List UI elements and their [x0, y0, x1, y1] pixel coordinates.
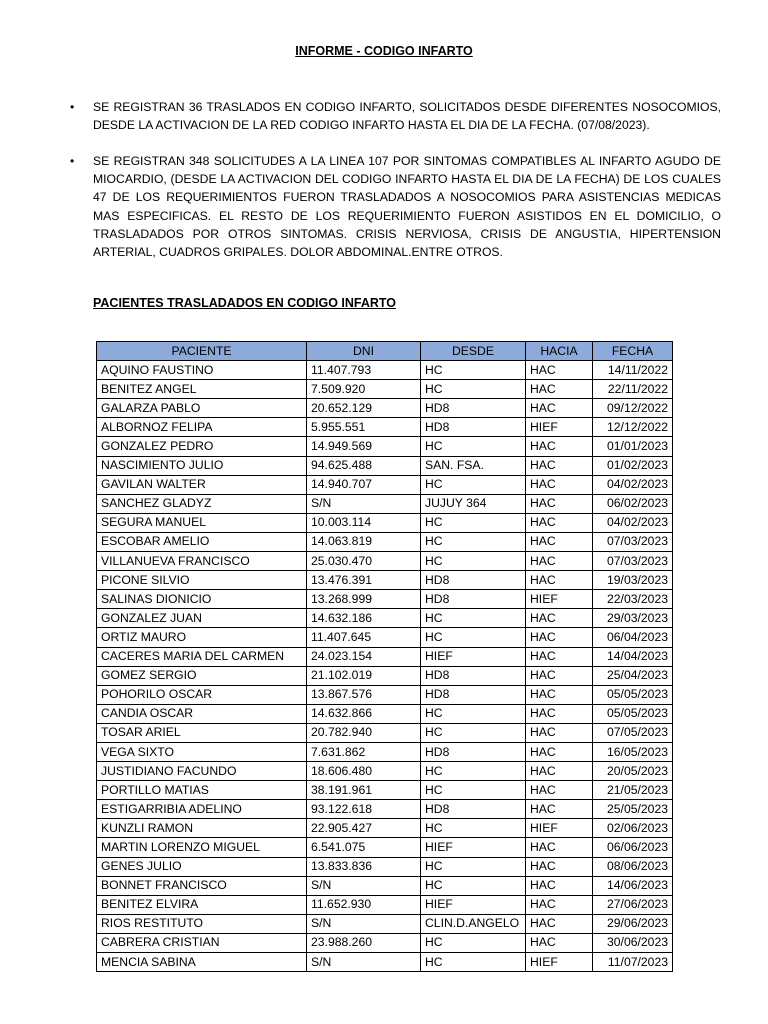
table-row [97, 628, 673, 647]
cell-dni: 11.407.645 [307, 628, 421, 647]
cell-desde: HD8 [421, 418, 526, 437]
cell-dni: 13.268.999 [307, 590, 421, 609]
cell-dni: S/N [307, 876, 421, 895]
report-title: INFORME - CODIGO INFARTO [295, 44, 473, 58]
cell-hacia: HAC [526, 609, 593, 628]
cell-paciente: SEGURA MANUEL [97, 513, 307, 532]
table-row [97, 571, 673, 590]
cell-fecha: 14/06/2023 [593, 876, 673, 895]
cell-desde: HC [421, 933, 526, 952]
table-row [97, 399, 673, 418]
cell-paciente: KUNZLI RAMON [97, 819, 307, 838]
cell-desde: HIEF [421, 838, 526, 857]
cell-dni: 14.063.819 [307, 532, 421, 551]
table-row [97, 933, 673, 952]
cell-desde: HIEF [421, 895, 526, 914]
cell-desde: CLIN.D.ANGELO [421, 914, 526, 933]
cell-desde: JUJUY 364 [421, 494, 526, 513]
table-row [97, 953, 673, 972]
cell-fecha: 14/04/2023 [593, 647, 673, 666]
cell-fecha: 22/03/2023 [593, 590, 673, 609]
cell-desde: HC [421, 361, 526, 380]
bullet-paragraph-1 [71, 98, 721, 134]
table-row [97, 647, 673, 666]
column-header-hacia: HACIA [526, 342, 593, 361]
cell-desde: HIEF [421, 647, 526, 666]
bullet-icon: • [70, 154, 75, 168]
cell-hacia: HAC [526, 781, 593, 800]
cell-desde: HD8 [421, 590, 526, 609]
cell-dni: 13.867.576 [307, 685, 421, 704]
cell-hacia: HAC [526, 647, 593, 666]
cell-hacia: HAC [526, 914, 593, 933]
cell-paciente: GOMEZ SERGIO [97, 666, 307, 685]
cell-paciente: ESCOBAR AMELIO [97, 532, 307, 551]
cell-hacia: HAC [526, 513, 593, 532]
column-header-fecha: FECHA [593, 342, 673, 361]
cell-dni: 7.509.920 [307, 380, 421, 399]
cell-hacia: HAC [526, 494, 593, 513]
cell-fecha: 22/11/2022 [593, 380, 673, 399]
cell-dni: 23.988.260 [307, 933, 421, 952]
table-row [97, 914, 673, 933]
table-row [97, 666, 673, 685]
cell-hacia: HAC [526, 742, 593, 761]
table-row [97, 552, 673, 571]
cell-fecha: 06/04/2023 [593, 628, 673, 647]
bullet-text-2: SE REGISTRAN 348 SOLICITUDES A LA LINEA 107 POR SINTOMAS COMPATIBLES AL INFARTO AGUDO DE MIOCARDIO, (DESDE LA ACTIVACION DEL CODIGO INFARTO HASTA EL DIA DE LA FECHA) DE LOS CUALES 47 DE LOS REQUERIMIENTOS FUERON TRASLADADOS A NOSOCOMIOS PARA ASISTENCIAS MEDICAS MAS ESPECIFICAS. EL RESTO DE LOS REQUERIMIENTO FUERON ASISTIDOS EN EL DOMICILIO, O TRASLADADOS POR OTROS SINTOMAS. CRISIS NERVIOSA, CRISIS DE ANGUSTIA, HIPERTENSION ARTERIAL, CUADROS GRIPALES. DOLOR ABDOMINAL.ENTRE OTROS. [93, 154, 721, 260]
table-row [97, 723, 673, 742]
cell-fecha: 20/05/2023 [593, 762, 673, 781]
cell-hacia: HAC [526, 838, 593, 857]
cell-hacia: HIEF [526, 953, 593, 972]
cell-dni: S/N [307, 494, 421, 513]
cell-hacia: HAC [526, 704, 593, 723]
cell-paciente: RIOS RESTITUTO [97, 914, 307, 933]
table-body [97, 361, 673, 972]
cell-fecha: 07/03/2023 [593, 552, 673, 571]
table-row [97, 704, 673, 723]
cell-hacia: HAC [526, 475, 593, 494]
table-row [97, 590, 673, 609]
cell-fecha: 07/03/2023 [593, 532, 673, 551]
cell-hacia: HAC [526, 895, 593, 914]
cell-dni: 11.652.930 [307, 895, 421, 914]
table-row [97, 685, 673, 704]
cell-fecha: 05/05/2023 [593, 685, 673, 704]
cell-hacia: HAC [526, 532, 593, 551]
table-row [97, 895, 673, 914]
cell-desde: HC [421, 532, 526, 551]
cell-desde: HD8 [421, 800, 526, 819]
cell-paciente: SANCHEZ GLADYZ [97, 494, 307, 513]
cell-desde: HC [421, 781, 526, 800]
cell-fecha: 01/02/2023 [593, 456, 673, 475]
cell-dni: 38.191.961 [307, 781, 421, 800]
cell-desde: HC [421, 876, 526, 895]
cell-hacia: HIEF [526, 418, 593, 437]
cell-paciente: VEGA SIXTO [97, 742, 307, 761]
cell-desde: HC [421, 723, 526, 742]
table-row [97, 819, 673, 838]
column-header-paciente: PACIENTE [97, 342, 307, 361]
table-row [97, 876, 673, 895]
cell-hacia: HAC [526, 857, 593, 876]
cell-fecha: 04/02/2023 [593, 513, 673, 532]
cell-paciente: PICONE SILVIO [97, 571, 307, 590]
cell-paciente: ESTIGARRIBIA ADELINO [97, 800, 307, 819]
cell-dni: 7.631.862 [307, 742, 421, 761]
cell-dni: 93.122.618 [307, 800, 421, 819]
cell-desde: HC [421, 819, 526, 838]
cell-hacia: HIEF [526, 819, 593, 838]
cell-fecha: 01/01/2023 [593, 437, 673, 456]
cell-paciente: CANDIA OSCAR [97, 704, 307, 723]
cell-paciente: MARTIN LORENZO MIGUEL [97, 838, 307, 857]
patients-table [96, 341, 673, 972]
cell-paciente: BONNET FRANCISCO [97, 876, 307, 895]
cell-paciente: GENES JULIO [97, 857, 307, 876]
cell-dni: 14.632.866 [307, 704, 421, 723]
cell-paciente: VILLANUEVA FRANCISCO [97, 552, 307, 571]
cell-paciente: MENCIA SABINA [97, 953, 307, 972]
table-row [97, 742, 673, 761]
cell-paciente: GALARZA PABLO [97, 399, 307, 418]
cell-desde: HC [421, 857, 526, 876]
cell-hacia: HAC [526, 933, 593, 952]
cell-dni: 18.606.480 [307, 762, 421, 781]
cell-hacia: HAC [526, 380, 593, 399]
cell-dni: 22.905.427 [307, 819, 421, 838]
cell-fecha: 11/07/2023 [593, 953, 673, 972]
table-row [97, 418, 673, 437]
cell-paciente: POHORILO OSCAR [97, 685, 307, 704]
table-header-row [97, 342, 673, 361]
cell-fecha: 30/06/2023 [593, 933, 673, 952]
cell-dni: S/N [307, 953, 421, 972]
cell-dni: 14.632.186 [307, 609, 421, 628]
table-row [97, 380, 673, 399]
bullet-icon: • [70, 100, 75, 114]
cell-fecha: 06/02/2023 [593, 494, 673, 513]
cell-hacia: HAC [526, 685, 593, 704]
cell-desde: HC [421, 437, 526, 456]
bullet-text-1: SE REGISTRAN 36 TRASLADOS EN CODIGO INFARTO, SOLICITADOS DESDE DIFERENTES NOSOCOMIOS, DESDE LA ACTIVACION DE LA RED CODIGO INFARTO HASTA EL DIA DE LA FECHA. (07/08/2023). [93, 100, 721, 133]
bullet-paragraph-2 [71, 152, 721, 261]
cell-hacia: HAC [526, 399, 593, 418]
cell-dni: S/N [307, 914, 421, 933]
cell-desde: HC [421, 762, 526, 781]
cell-desde: HC [421, 609, 526, 628]
cell-dni: 14.949.569 [307, 437, 421, 456]
table-row [97, 437, 673, 456]
table-row [97, 475, 673, 494]
cell-dni: 21.102.019 [307, 666, 421, 685]
cell-hacia: HAC [526, 762, 593, 781]
cell-desde: HC [421, 628, 526, 647]
table-row [97, 857, 673, 876]
cell-desde: HC [421, 704, 526, 723]
cell-paciente: ALBORNOZ FELIPA [97, 418, 307, 437]
cell-paciente: GONZALEZ JUAN [97, 609, 307, 628]
table-section-title: PACIENTES TRASLADADOS EN CODIGO INFARTO [93, 296, 397, 310]
cell-fecha: 06/06/2023 [593, 838, 673, 857]
cell-desde: HD8 [421, 571, 526, 590]
cell-hacia: HAC [526, 552, 593, 571]
cell-paciente: CACERES MARIA DEL CARMEN [97, 647, 307, 666]
cell-desde: HD8 [421, 742, 526, 761]
cell-dni: 13.833.836 [307, 857, 421, 876]
cell-desde: HC [421, 475, 526, 494]
cell-desde: HC [421, 513, 526, 532]
cell-desde: HC [421, 552, 526, 571]
table-row [97, 361, 673, 380]
cell-fecha: 08/06/2023 [593, 857, 673, 876]
cell-fecha: 04/02/2023 [593, 475, 673, 494]
cell-desde: HD8 [421, 666, 526, 685]
cell-hacia: HAC [526, 628, 593, 647]
table-row [97, 609, 673, 628]
cell-fecha: 21/05/2023 [593, 781, 673, 800]
cell-dni: 10.003.114 [307, 513, 421, 532]
cell-fecha: 09/12/2022 [593, 399, 673, 418]
cell-fecha: 05/05/2023 [593, 704, 673, 723]
cell-paciente: ORTIZ MAURO [97, 628, 307, 647]
cell-desde: HC [421, 380, 526, 399]
table-row [97, 781, 673, 800]
table-row [97, 762, 673, 781]
cell-fecha: 19/03/2023 [593, 571, 673, 590]
cell-dni: 11.407.793 [307, 361, 421, 380]
cell-desde: HC [421, 953, 526, 972]
cell-paciente: AQUINO FAUSTINO [97, 361, 307, 380]
table-row [97, 800, 673, 819]
cell-paciente: TOSAR ARIEL [97, 723, 307, 742]
cell-dni: 13.476.391 [307, 571, 421, 590]
cell-paciente: PORTILLO MATIAS [97, 781, 307, 800]
cell-fecha: 25/05/2023 [593, 800, 673, 819]
cell-paciente: BENITEZ ANGEL [97, 380, 307, 399]
cell-paciente: GONZALEZ PEDRO [97, 437, 307, 456]
cell-fecha: 27/06/2023 [593, 895, 673, 914]
cell-hacia: HAC [526, 571, 593, 590]
cell-paciente: SALINAS DIONICIO [97, 590, 307, 609]
cell-dni: 25.030.470 [307, 552, 421, 571]
column-header-dni: DNI [307, 342, 421, 361]
cell-fecha: 25/04/2023 [593, 666, 673, 685]
cell-hacia: HAC [526, 800, 593, 819]
cell-hacia: HAC [526, 723, 593, 742]
cell-dni: 6.541.075 [307, 838, 421, 857]
table-row [97, 456, 673, 475]
cell-paciente: JUSTIDIANO FACUNDO [97, 762, 307, 781]
cell-desde: SAN. FSA. [421, 456, 526, 475]
cell-paciente: GAVILAN WALTER [97, 475, 307, 494]
cell-dni: 20.782.940 [307, 723, 421, 742]
table-row [97, 513, 673, 532]
cell-hacia: HAC [526, 666, 593, 685]
cell-dni: 94.625.488 [307, 456, 421, 475]
cell-fecha: 07/05/2023 [593, 723, 673, 742]
column-header-desde: DESDE [421, 342, 526, 361]
cell-fecha: 29/03/2023 [593, 609, 673, 628]
table-row [97, 532, 673, 551]
cell-desde: HD8 [421, 399, 526, 418]
cell-dni: 14.940.707 [307, 475, 421, 494]
cell-paciente: NASCIMIENTO JULIO [97, 456, 307, 475]
cell-hacia: HIEF [526, 590, 593, 609]
cell-hacia: HAC [526, 361, 593, 380]
cell-fecha: 12/12/2022 [593, 418, 673, 437]
cell-paciente: CABRERA CRISTIAN [97, 933, 307, 952]
cell-dni: 24.023.154 [307, 647, 421, 666]
cell-hacia: HAC [526, 876, 593, 895]
cell-dni: 5.955.551 [307, 418, 421, 437]
table-row [97, 494, 673, 513]
table-row [97, 838, 673, 857]
cell-paciente: BENITEZ ELVIRA [97, 895, 307, 914]
cell-fecha: 29/06/2023 [593, 914, 673, 933]
cell-hacia: HAC [526, 456, 593, 475]
cell-hacia: HAC [526, 437, 593, 456]
cell-fecha: 02/06/2023 [593, 819, 673, 838]
cell-dni: 20.652.129 [307, 399, 421, 418]
cell-desde: HD8 [421, 685, 526, 704]
cell-fecha: 16/05/2023 [593, 742, 673, 761]
cell-fecha: 14/11/2022 [593, 361, 673, 380]
